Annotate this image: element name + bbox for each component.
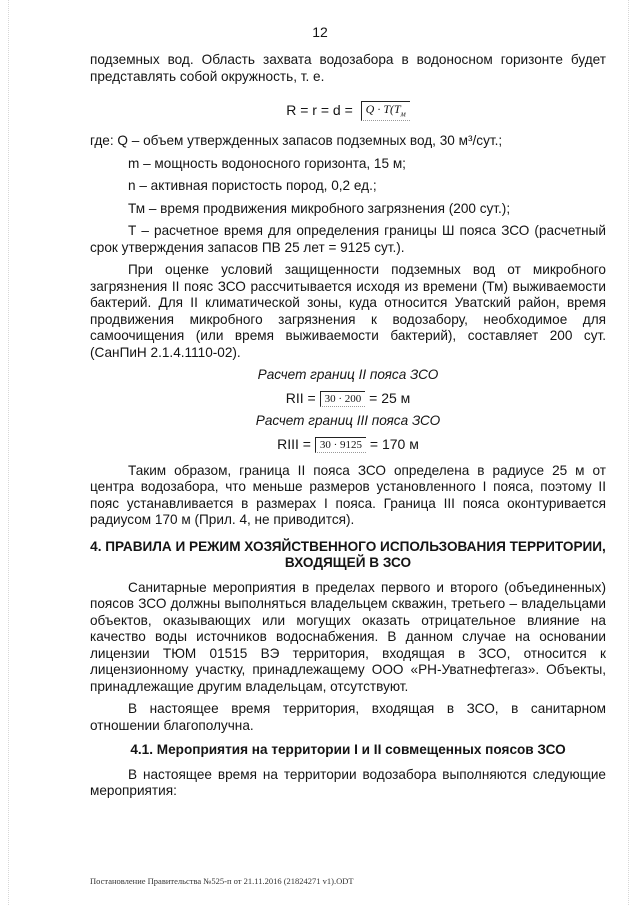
page-number: 12 xyxy=(312,24,328,40)
calc-zone2-root: 30 · 200 xyxy=(320,391,366,407)
calc-zone3-root: 30 · 9125 xyxy=(315,437,366,453)
formula-main-radicand: Q · T(T xyxy=(365,102,401,116)
result-paragraph: Таким образом, граница II пояса ЗСО определена в радиусе 25 м от центра водозабора, что меньше размеров установленного I пояса, поэтому II пояс устанавливается в размерах I пояса. Граница III пояса оконтуривается радиусом 170 м (Прил. 4, не приводится). xyxy=(90,462,606,528)
calc-zone2-formula xyxy=(90,390,606,407)
definition-m: m – мощность водоносного горизонта, 15 м; xyxy=(128,155,406,171)
calc-zone2-lhs: RII = xyxy=(285,389,316,406)
calc-zone3-title: Расчет границ III пояса ЗСО xyxy=(255,413,441,429)
calc-zone2-rhs: = 25 м xyxy=(369,389,411,406)
calc-zone3-rhs: = 170 м xyxy=(369,435,419,452)
measures-paragraph: В настоящее время на территории водозабора выполняются следующие мероприятия: xyxy=(90,766,606,799)
calc-zone2-title: Расчет границ II пояса ЗСО xyxy=(257,367,439,383)
section-4-heading: 4. ПРАВИЛА И РЕЖИМ ХОЗЯЙСТВЕННОГО ИСПОЛЬЗОВАНИЯ ТЕРРИТОРИИ, ВХОДЯЩЕЙ В ЗСО xyxy=(90,538,606,571)
protection-paragraph: При оценке условий защищенности подземных вод от микробного загрязнения II пояс ЗСО рассчитывается исходя из времени (Тм) выживаемости бактерий. Для II климатической зоны, куда относится Уватский район, время продвижения микробного загрязнения к водозабору, необходимое для самоочищения (или время выживаемости бактерий), составляет 200 сут. (СанПиН 2.1.4.1110-02). xyxy=(90,262,606,360)
scan-edge-right xyxy=(628,0,630,905)
definition-n: n – активная пористость пород, 0,2 ед.; xyxy=(128,178,377,194)
scan-edge-left xyxy=(8,0,10,905)
calc-zone3-lhs: RIII = xyxy=(277,435,311,452)
formula-main xyxy=(90,101,606,121)
current-state-paragraph: В настоящее время территория, входящая в ЗСО, в санитарном отношении благополучна. xyxy=(90,701,606,733)
definition-q: где: Q – объем утвержденных запасов подземных вод, 30 м³/сут.; xyxy=(90,133,503,149)
definition-t: Т – расчетное время для определения границы Ш пояса ЗСО (расчетный срок утверждения запасов ПВ 25 лет = 9125 сут.). xyxy=(90,223,606,255)
intro-paragraph: подземных вод. Область захвата водозабора в водоносном горизонте будет представлять собой окружность, т. е. xyxy=(90,52,606,84)
section-4-1-heading: 4.1. Мероприятия на территории I и II совмещенных поясов ЗСО xyxy=(130,742,566,758)
formula-main-root: $Q \cdot T(T_м$ xyxy=(361,101,410,121)
formula-main-lhs: R = r = d = xyxy=(286,101,353,118)
definition-tm: Тм – время продвижения микробного загрязнения (200 сут.); xyxy=(128,200,511,216)
footer-document-id: Постановление Правительства №525-п от 21.11.2016 (21824271 v1).ODT xyxy=(90,876,354,886)
page-body xyxy=(90,52,606,800)
calc-zone3-formula xyxy=(90,436,606,453)
sanitary-paragraph: Санитарные мероприятия в пределах первого и второго (объединенных) поясов ЗСО должны выполняться владельцем скважин, третьего – владельцами объектов, оказывающих или могущих оказать отрицательное влияние на качество воды источников водоснабжения. В данном случае на основании лицензии ТЮМ 01515 ВЭ территория, входящая в ЗСО, относится к лицензионному участку, принадлежащему ООО «РН-Уватнефтегаз». Объекты, принадлежащие другим владельцам, отсутствуют. xyxy=(90,579,606,694)
